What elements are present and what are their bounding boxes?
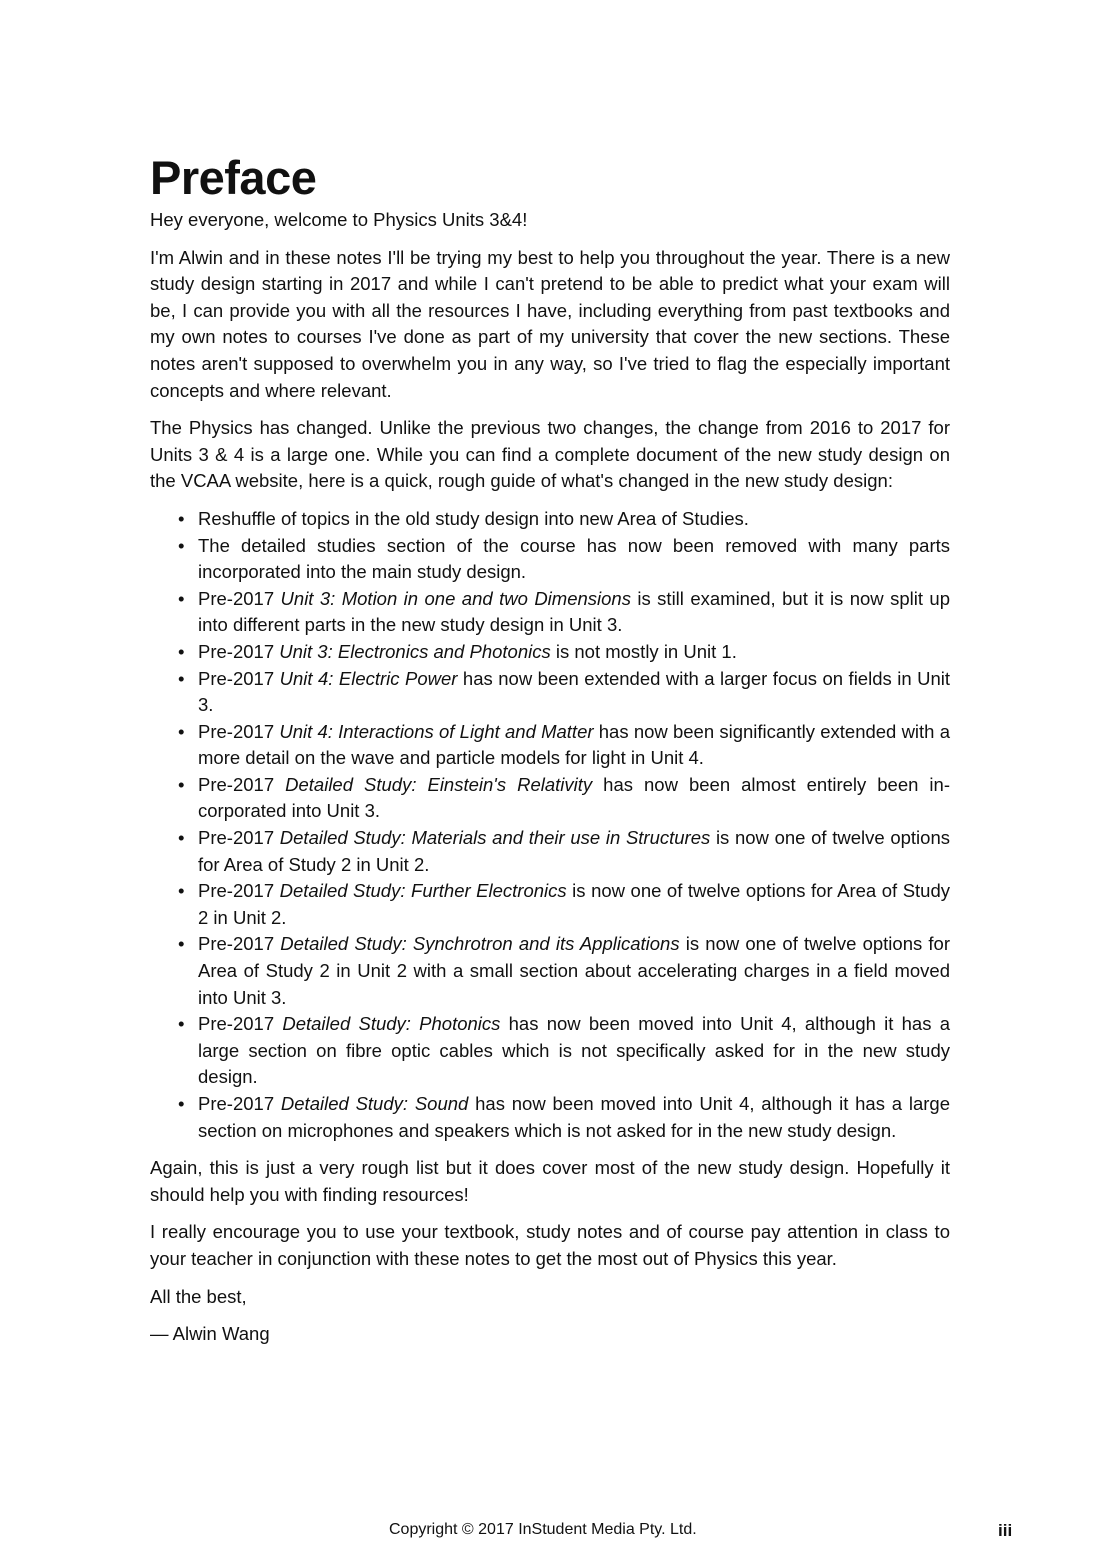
signature: — Alwin Wang — [150, 1323, 270, 1345]
changes-list — [150, 506, 950, 1144]
bullet-icon: • — [178, 720, 185, 742]
bullet-icon: • — [178, 1093, 185, 1114]
body-paragraph-4: I really encourage you to use your textbook, study notes and of course pay attention in class to your teacher in conjunction with these notes to get the most out of Physics this year. — [150, 1221, 950, 1269]
bullet-icon: • — [178, 933, 185, 955]
list-item: • Pre-2017 Detailed Study: Synchrotron and its Applications is now one of twelve options for Area of Study 2 in Unit 2 with a small section about accelerating charges in a field moved into Unit 3. — [178, 933, 950, 1008]
bullet-icon: • — [178, 827, 185, 849]
preface-body — [150, 207, 950, 1359]
list-item: • Pre-2017 Detailed Study: Further Electronics is now one of twelve options for Area of Study 2 in Unit 2. — [178, 880, 950, 928]
body-paragraph-3: Again, this is just a very rough list but it does cover most of the new study design. Hopefully it should help you with finding resources! — [150, 1157, 950, 1205]
closing-line: All the best, — [150, 1285, 247, 1307]
bullet-icon: • — [178, 587, 185, 609]
intro-paragraph: Hey everyone, welcome to Physics Units 3&4! — [150, 209, 528, 230]
list-item: • Pre-2017 Detailed Study: Photonics has now been moved into Unit 4, although it has a large section on fibre optic cables which is not specifically asked for in the new study design. — [178, 1013, 950, 1088]
list-item: • Pre-2017 Detailed Study: Materials and their use in Structures is now one of twelve options for Area of Study 2 in Unit 2. — [178, 827, 950, 875]
list-item: • Pre-2017 Unit 4: Electric Power has now been extended with a larger focus on fields in Unit 3. — [178, 667, 950, 716]
bullet-icon: • — [178, 773, 185, 795]
list-item: • Reshuffle of topics in the old study design into new Area of Studies. — [150, 506, 950, 533]
page-number: iii — [998, 1521, 1013, 1540]
bullet-icon: • — [178, 667, 185, 689]
copyright-notice: Copyright © 2017 InStudent Media Pty. Ltd. — [389, 1521, 697, 1538]
list-item: • Pre-2017 Unit 3: Motion in one and two Dimensions is still examined, but it is now split up into different parts in the new study design in Unit 3. — [178, 587, 951, 636]
list-item: • The detailed studies section of the course has now been removed with many parts incorporated into the main study design. — [178, 534, 950, 583]
list-item: • Pre-2017 Unit 3: Electronics and Photonics is not mostly in Unit 1. — [150, 639, 950, 666]
body-paragraph-2: The Physics has changed. Unlike the previous two changes, the change from 2016 to 2017 for Units 3 & 4 is a large one. While you can find a complete document of the new study design on the VCAA website, here is a quick, rough guide of what's changed in the new study design: — [150, 417, 950, 492]
page-title: Preface — [150, 151, 317, 204]
bullet-icon: • — [178, 640, 185, 662]
bullet-icon: • — [178, 507, 185, 529]
bullet-icon: • — [178, 534, 185, 556]
list-item: • Pre-2017 Detailed Study: Einstein's Relativity has now been almost entirely been in-corporated into Unit 3. — [178, 773, 950, 822]
list-item: • Pre-2017 Detailed Study: Sound has now been moved into Unit 4, although it has a large section on microphones and speakers which is not asked for in the new study design. — [178, 1093, 950, 1141]
list-item: • Pre-2017 Unit 4: Interactions of Light and Matter has now been significantly extended with a more detail on the wave and particle models for light in Unit 4. — [178, 720, 950, 769]
bullet-icon: • — [178, 880, 185, 902]
body-paragraph-1: I'm Alwin and in these notes I'll be trying my best to help you throughout the year. There is a new study design starting in 2017 and while I can't pretend to be able to predict what your exam will be, I can provide you with all the resources I have, including everything from past textbooks and my own notes to courses I've done as part of my university that cover the new sections. These notes aren't supposed to overwhelm you in any way, so I've tried to flag the especially important concepts and where relevant. — [150, 246, 950, 401]
bullet-icon: • — [178, 1013, 185, 1035]
